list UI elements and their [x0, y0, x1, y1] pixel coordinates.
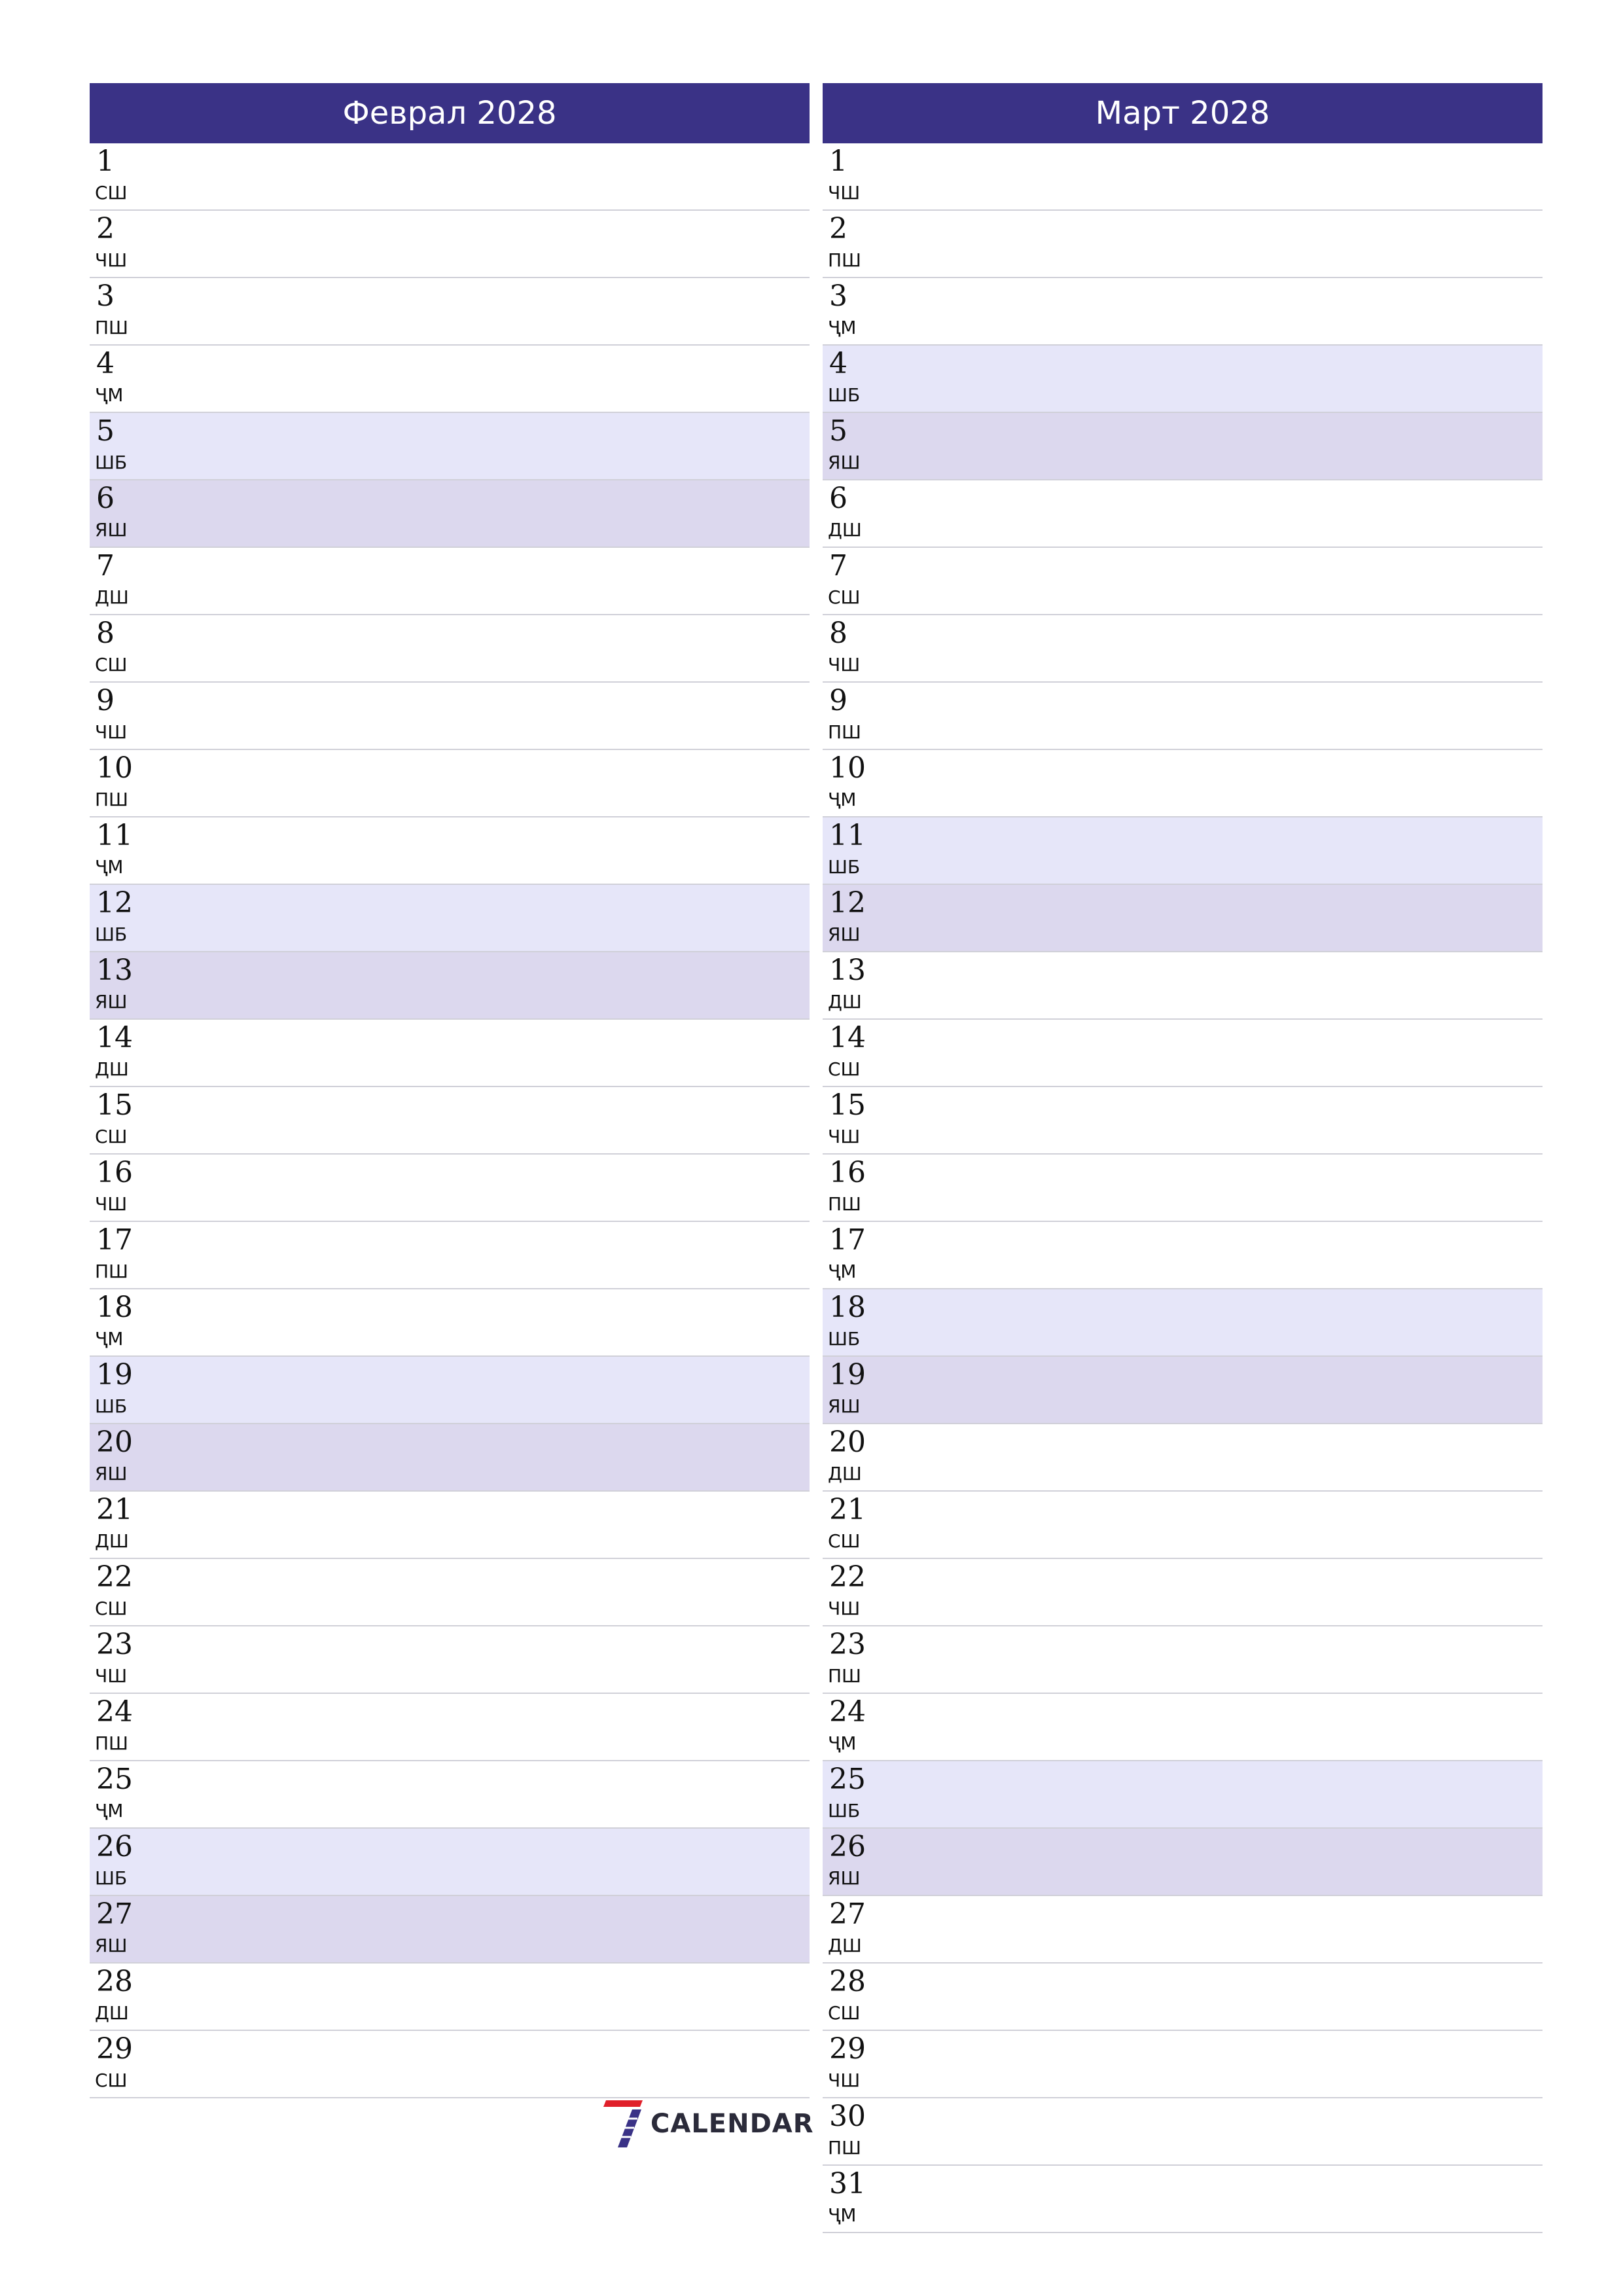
day-row [823, 278, 1543, 346]
day-number: 27 [96, 1897, 133, 1931]
day-row [90, 413, 810, 480]
day-row [823, 1694, 1543, 1761]
day-row [823, 1289, 1543, 1357]
day-row [823, 817, 1543, 885]
weekday-label: ҶМ [95, 856, 124, 878]
day-row [823, 143, 1543, 211]
day-list [90, 143, 810, 2098]
day-row [823, 1357, 1543, 1424]
day-row [90, 1559, 810, 1626]
weekday-label: СШ [95, 1126, 128, 1147]
day-number: 12 [96, 886, 133, 920]
weekday-label: ЧШ [828, 1126, 861, 1147]
weekday-label: ҶМ [828, 1261, 857, 1282]
day-row [90, 1155, 810, 1222]
brand-logo [603, 2099, 814, 2149]
day-row [823, 952, 1543, 1020]
day-number: 10 [829, 751, 866, 785]
day-number: 20 [829, 1426, 866, 1459]
weekday-label: ЧШ [95, 249, 128, 271]
day-number: 16 [96, 1156, 133, 1189]
day-row [823, 1492, 1543, 1559]
weekday-label: ҶМ [95, 1800, 124, 1821]
day-row [90, 1896, 810, 1964]
weekday-label: ПШ [95, 317, 128, 338]
weekday-label: ШБ [828, 856, 861, 878]
day-number: 21 [96, 1493, 133, 1526]
day-number: 28 [96, 1965, 133, 1998]
day-row [823, 1559, 1543, 1626]
weekday-label: ЧШ [95, 721, 128, 743]
day-row [90, 480, 810, 548]
day-row [823, 548, 1543, 615]
weekday-label: ПШ [828, 721, 861, 743]
day-row [823, 1964, 1543, 2031]
day-row [90, 1357, 810, 1424]
weekday-label: ҶМ [95, 1328, 124, 1350]
seven-logo-icon [603, 2099, 644, 2149]
day-number: 18 [96, 1291, 133, 1324]
day-row [90, 2031, 810, 2098]
day-number: 22 [829, 1560, 866, 1594]
weekday-label: ПШ [828, 249, 861, 271]
day-number: 23 [96, 1628, 133, 1661]
weekday-label: ҶМ [828, 1732, 857, 1754]
day-number: 13 [829, 954, 866, 987]
weekday-label: ШБ [95, 924, 128, 945]
day-row [90, 1492, 810, 1559]
day-row [90, 1087, 810, 1155]
day-row [90, 1020, 810, 1087]
day-number: 26 [829, 1830, 866, 1863]
day-row [823, 2098, 1543, 2166]
day-number: 7 [829, 549, 847, 583]
day-row [90, 211, 810, 278]
day-row [90, 750, 810, 817]
day-row [90, 1626, 810, 1694]
day-number: 1 [829, 145, 847, 178]
weekday-label: ДШ [95, 1530, 129, 1552]
day-row [823, 683, 1543, 750]
day-number: 6 [96, 482, 115, 515]
day-row [90, 1964, 810, 2031]
weekday-label: СШ [828, 1058, 861, 1080]
day-number: 2 [96, 212, 115, 245]
weekday-label: ПШ [95, 1261, 128, 1282]
weekday-label: ЯШ [828, 924, 861, 945]
weekday-label: ДШ [828, 1463, 862, 1484]
day-number: 25 [96, 1763, 133, 1796]
day-row [90, 683, 810, 750]
day-number: 19 [96, 1358, 133, 1391]
day-number: 25 [829, 1763, 866, 1796]
weekday-label: СШ [95, 2070, 128, 2091]
day-row [90, 548, 810, 615]
day-number: 31 [829, 2167, 866, 2200]
weekday-label: ҶМ [95, 384, 124, 406]
day-number: 5 [829, 414, 847, 448]
day-row [823, 1829, 1543, 1896]
weekday-label: ДШ [828, 1935, 862, 1956]
weekday-label: СШ [95, 1598, 128, 1619]
weekday-label: СШ [95, 182, 128, 204]
day-number: 4 [96, 347, 115, 380]
weekday-label: ПШ [828, 1193, 861, 1215]
day-row [823, 480, 1543, 548]
weekday-label: ҶМ [828, 789, 857, 810]
weekday-label: ЧШ [828, 2070, 861, 2091]
day-number: 4 [829, 347, 847, 380]
day-number: 27 [829, 1897, 866, 1931]
day-number: 29 [829, 2032, 866, 2066]
day-row [90, 346, 810, 413]
day-row [823, 885, 1543, 952]
day-number: 2 [829, 212, 847, 245]
day-row [823, 1020, 1543, 1087]
day-number: 13 [96, 954, 133, 987]
weekday-label: ШБ [95, 452, 128, 473]
weekday-label: ЧШ [828, 654, 861, 675]
day-number: 15 [829, 1088, 866, 1122]
day-number: 18 [829, 1291, 866, 1324]
day-list [823, 143, 1543, 2233]
day-number: 14 [96, 1021, 133, 1054]
day-number: 7 [96, 549, 115, 583]
day-number: 23 [829, 1628, 866, 1661]
day-row [823, 1896, 1543, 1964]
weekday-label: ДШ [95, 586, 129, 608]
day-row [823, 615, 1543, 683]
day-number: 1 [96, 145, 115, 178]
day-number: 19 [829, 1358, 866, 1391]
day-row [823, 1087, 1543, 1155]
day-number: 8 [829, 617, 847, 650]
logo-text: CALENDAR [651, 2109, 814, 2139]
day-number: 14 [829, 1021, 866, 1054]
day-number: 3 [829, 279, 847, 313]
month-march [823, 83, 1543, 2233]
weekday-label: СШ [828, 2002, 861, 2024]
day-row [823, 1424, 1543, 1492]
day-row [90, 278, 810, 346]
weekday-label: СШ [828, 586, 861, 608]
day-row [823, 2031, 1543, 2098]
weekday-label: СШ [95, 654, 128, 675]
day-row [823, 211, 1543, 278]
day-number: 24 [96, 1695, 133, 1729]
day-number: 9 [96, 684, 115, 717]
day-row [90, 1761, 810, 1829]
day-number: 10 [96, 751, 133, 785]
weekday-label: ШБ [95, 1867, 128, 1889]
day-number: 3 [96, 279, 115, 313]
day-number: 22 [96, 1560, 133, 1594]
weekday-label: ДШ [95, 2002, 129, 2024]
day-row [823, 750, 1543, 817]
day-row [90, 817, 810, 885]
day-row [90, 1289, 810, 1357]
weekday-label: ШБ [828, 1800, 861, 1821]
day-row [90, 615, 810, 683]
day-row [823, 1761, 1543, 1829]
day-number: 11 [96, 819, 133, 852]
weekday-label: ПШ [95, 789, 128, 810]
day-row [90, 143, 810, 211]
weekday-label: ШБ [828, 384, 861, 406]
weekday-label: ЧШ [828, 182, 861, 204]
day-row [823, 346, 1543, 413]
weekday-label: ЯШ [95, 519, 128, 541]
weekday-label: ДШ [95, 1058, 129, 1080]
day-row [90, 1222, 810, 1289]
weekday-label: ДШ [828, 519, 862, 541]
weekday-label: ЯШ [95, 1935, 128, 1956]
day-number: 8 [96, 617, 115, 650]
day-row [823, 1626, 1543, 1694]
weekday-label: ҶМ [828, 317, 857, 338]
weekday-label: ШБ [828, 1328, 861, 1350]
weekday-label: ЧШ [95, 1665, 128, 1687]
weekday-label: ПШ [828, 2137, 861, 2159]
weekday-label: ШБ [95, 1395, 128, 1417]
weekday-label: ЧШ [828, 1598, 861, 1619]
day-row [90, 1829, 810, 1896]
day-number: 9 [829, 684, 847, 717]
day-row [823, 2166, 1543, 2233]
weekday-label: ПШ [828, 1665, 861, 1687]
day-row [90, 952, 810, 1020]
day-row [90, 885, 810, 952]
day-number: 5 [96, 414, 115, 448]
weekday-label: ЯШ [828, 1867, 861, 1889]
weekday-label: ЯШ [95, 1463, 128, 1484]
day-number: 16 [829, 1156, 866, 1189]
day-number: 21 [829, 1493, 866, 1526]
weekday-label: ЯШ [95, 991, 128, 1013]
day-number: 24 [829, 1695, 866, 1729]
weekday-label: ПШ [95, 1732, 128, 1754]
weekday-label: ЯШ [828, 1395, 861, 1417]
weekday-label: ДШ [828, 991, 862, 1013]
day-row [823, 1222, 1543, 1289]
weekday-label: СШ [828, 1530, 861, 1552]
weekday-label: ЧШ [95, 1193, 128, 1215]
day-number: 11 [829, 819, 866, 852]
weekday-label: ҶМ [828, 2204, 857, 2226]
day-number: 26 [96, 1830, 133, 1863]
day-number: 15 [96, 1088, 133, 1122]
day-row [823, 413, 1543, 480]
month-title: Феврал 2028 [90, 83, 810, 143]
month-february [90, 83, 810, 2098]
day-row [90, 1424, 810, 1492]
day-number: 17 [96, 1223, 133, 1257]
day-number: 6 [829, 482, 847, 515]
day-row [823, 1155, 1543, 1222]
day-number: 20 [96, 1426, 133, 1459]
day-number: 29 [96, 2032, 133, 2066]
day-number: 30 [829, 2100, 866, 2133]
month-title: Март 2028 [823, 83, 1543, 143]
day-row [90, 1694, 810, 1761]
day-number: 17 [829, 1223, 866, 1257]
day-number: 12 [829, 886, 866, 920]
day-number: 28 [829, 1965, 866, 1998]
weekday-label: ЯШ [828, 452, 861, 473]
